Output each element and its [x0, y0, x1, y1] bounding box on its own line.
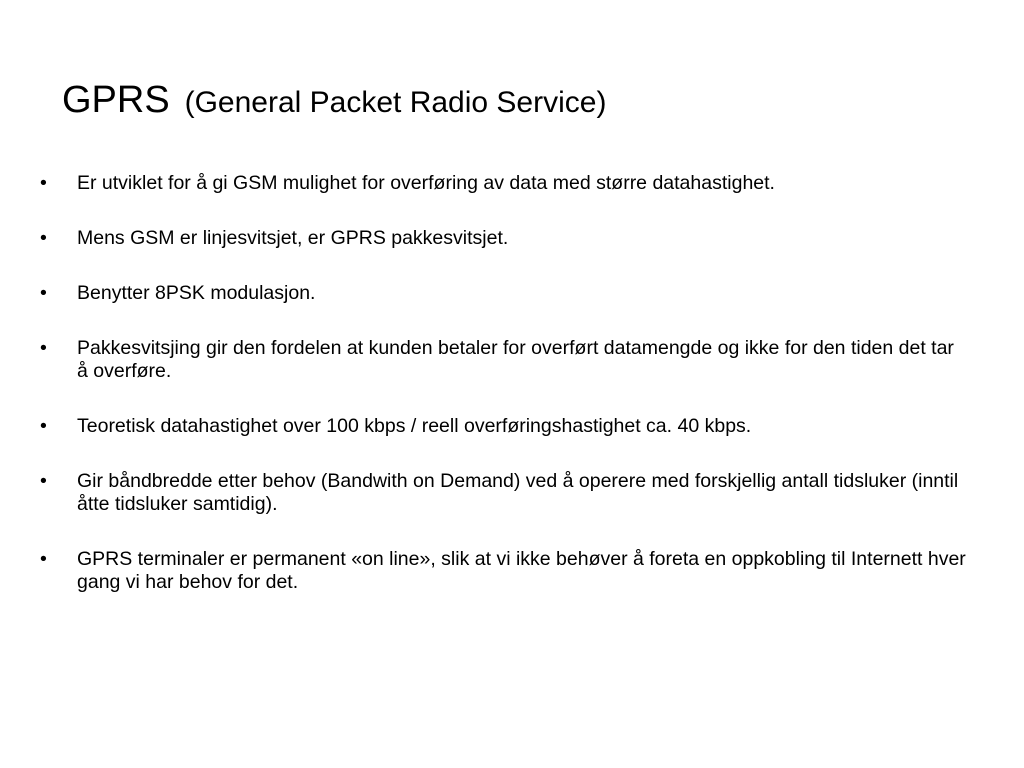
bullet-text: Benytter 8PSK modulasjon.: [77, 282, 316, 304]
bullet-text: Gir båndbredde etter behov (Bandwith on Demand) ved å operere med forskjellig antall tidsluker (inntil åtte tidsluker samtidig).: [77, 470, 959, 515]
bullet-item: [40, 548, 970, 594]
bullet-item: [40, 227, 970, 250]
title-main: GPRS: [62, 79, 170, 121]
bullet-item: [40, 172, 970, 195]
bullet-item: [40, 415, 970, 438]
bullet-item: [40, 470, 970, 516]
bullet-item: [40, 337, 970, 383]
bullet-text: Pakkesvitsjing gir den fordelen at kunden betaler for overført datamengde og ikke for den tiden det tar å overføre.: [77, 337, 954, 382]
title-subtitle: (General Packet Radio Service): [184, 86, 607, 119]
bullet-icon: •: [40, 227, 47, 249]
bullet-icon: •: [40, 470, 47, 492]
slide-title: [62, 80, 606, 122]
bullet-text: Er utviklet for å gi GSM mulighet for overføring av data med større datahastighet.: [77, 172, 775, 194]
bullet-icon: •: [40, 415, 47, 437]
bullet-icon: •: [40, 337, 47, 359]
bullet-text: Mens GSM er linjesvitsjet, er GPRS pakkesvitsjet.: [77, 227, 509, 249]
bullet-item: [40, 282, 970, 305]
bullet-icon: •: [40, 172, 47, 194]
bullet-icon: •: [40, 548, 47, 570]
bullet-text: Teoretisk datahastighet over 100 kbps / reell overføringshastighet ca. 40 kbps.: [77, 415, 752, 437]
bullet-text: GPRS terminaler er permanent «on line», slik at vi ikke behøver å foreta en oppkobling til Internett hver gang vi har behov for det.: [77, 548, 966, 593]
bullet-list: [40, 172, 970, 626]
bullet-icon: •: [40, 282, 47, 304]
